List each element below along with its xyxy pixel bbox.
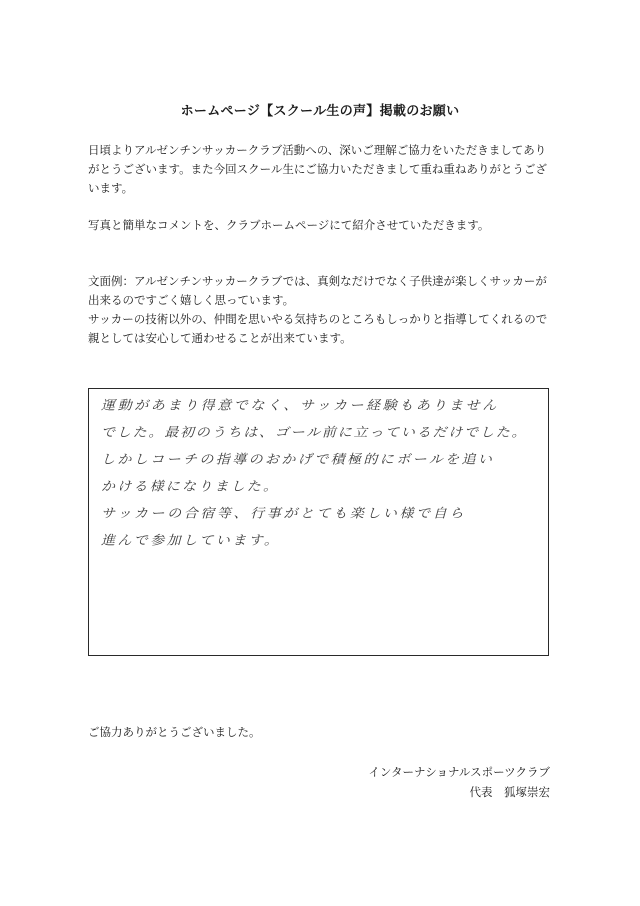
example-line: サッカーの技術以外の、仲間を思いやる気持ちのところもしっかりと指導してくれるので — [88, 312, 548, 326]
example-line: 出来るのですごく嬉しく思っています。 — [88, 293, 295, 307]
organization-name: インターナショナルスポーツクラブ — [368, 765, 550, 779]
photo-note-line: 写真と簡単なコメントを、クラブホームページにて紹介させていただきます。 — [88, 218, 490, 232]
representative-name: 代表 狐塚崇宏 — [469, 785, 550, 799]
example-paragraph — [88, 272, 558, 348]
photo-note-paragraph — [88, 216, 558, 235]
handwritten-line: しかしコーチの指導のおかげで積極的にボールを追い — [101, 452, 495, 468]
example-line: 親としては安心して通わせることが出来ています。 — [88, 331, 352, 345]
intro-line: がとうございます。また今回スクール生にご協力いただきまして重ね重ねありがとうござ — [88, 162, 547, 176]
example-line: 文面例：アルゼンチンサッカークラブでは、真剣なだけでなく子供達が楽しくサッカーが — [88, 274, 547, 288]
intro-line: います。 — [88, 181, 134, 195]
handwritten-line: かける様になりました。 — [101, 479, 280, 495]
intro-line: 日頃よりアルゼンチンサッカークラブ活動への、深いご理解ご協力をいただきましてあり — [88, 143, 547, 157]
handwritten-line: 進んで参加しています。 — [101, 533, 281, 549]
thanks-text: ご協力ありがとうございました。 — [88, 725, 261, 739]
handwritten-line: でした。最初のうちは、ゴール前に立っているだけでした。 — [101, 425, 528, 441]
handwritten-line: サッカーの合宿等、行事がとても楽しい様で自ら — [101, 506, 466, 522]
handwritten-comment-box — [88, 388, 549, 656]
handwritten-comment — [101, 393, 541, 555]
signature-block — [368, 762, 550, 802]
handwritten-line: 運動があまり得意でなく、サッカー経験もありません — [101, 398, 499, 414]
document-title: ホームページ【スクール生の声】掲載のお願い — [180, 104, 460, 119]
intro-paragraph — [88, 141, 558, 198]
